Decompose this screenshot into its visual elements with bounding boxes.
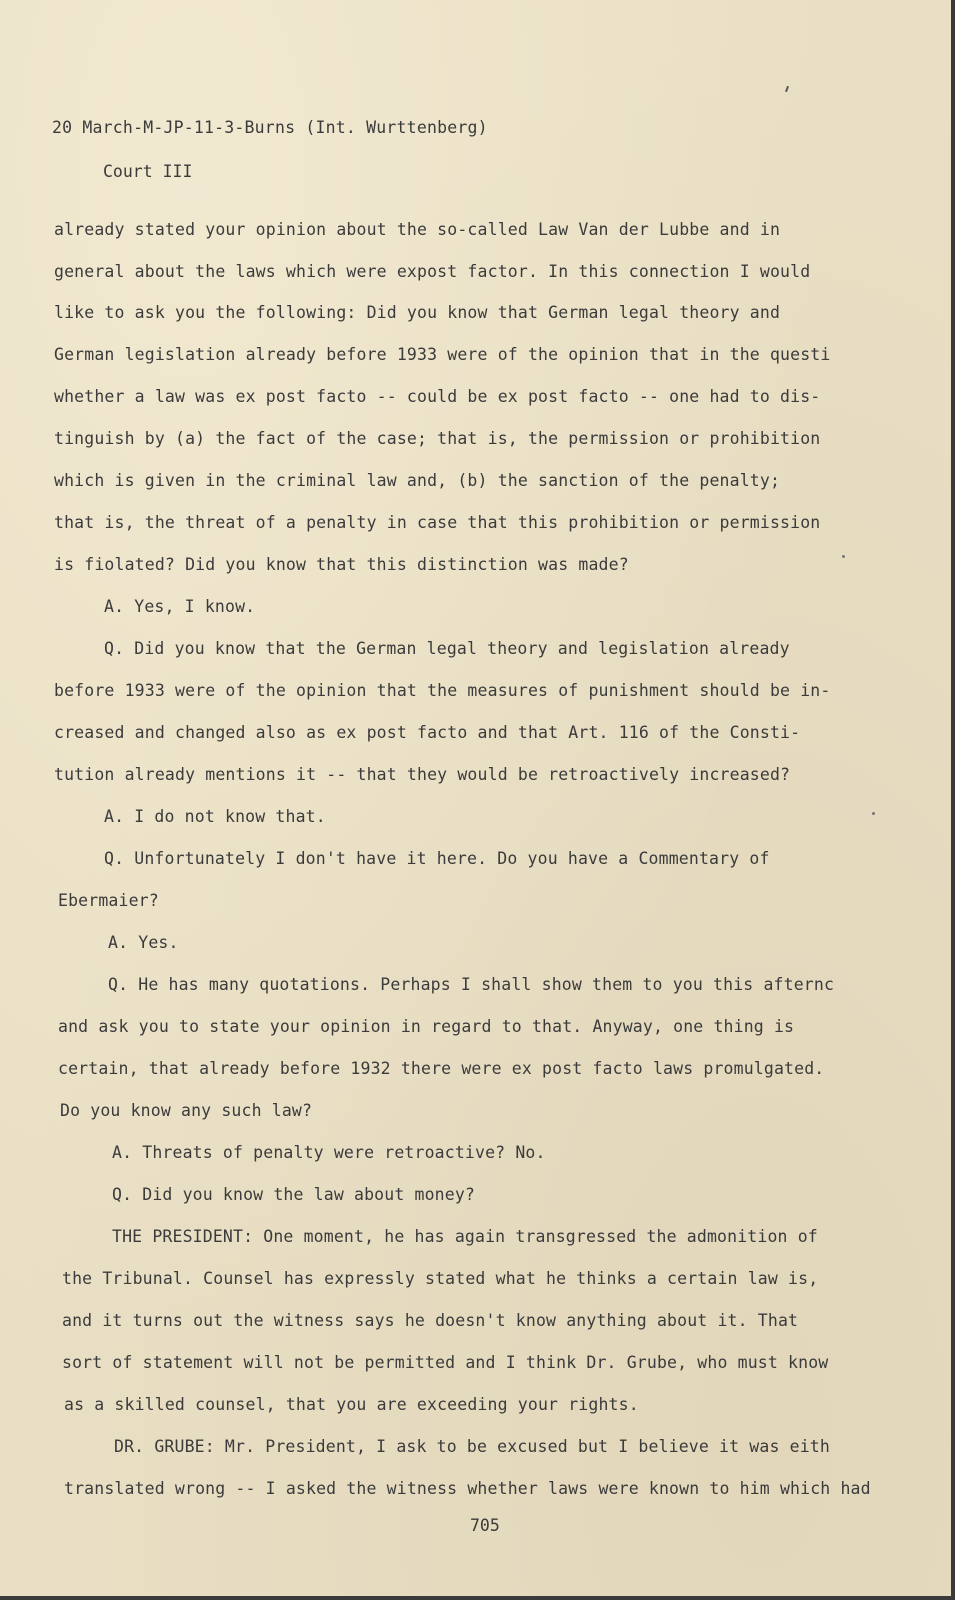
transcript-line: Q. Unfortunately I don't have it here. Do you have a Commentary of — [104, 849, 770, 868]
transcript-line: certain, that already before 1932 there were ex post facto laws promulgated. — [58, 1059, 825, 1078]
transcript-line: DR. GRUBE: Mr. President, I ask to be excused but I believe it was eith — [114, 1437, 830, 1456]
transcript-line: before 1933 were of the opinion that the measures of punishment should be in- — [54, 681, 831, 700]
transcript-line: which is given in the criminal law and, (b) the sanction of the penalty; — [54, 471, 781, 490]
paper-speck — [842, 555, 845, 558]
stray-mark — [785, 86, 789, 92]
scan-edge-right — [951, 0, 955, 1600]
transcript-line: A. Yes, I know. — [104, 597, 256, 616]
transcript-line: German legislation already before 1933 were of the opinion that in the questi — [54, 345, 831, 364]
transcript-line: Q. Did you know the law about money? — [112, 1185, 476, 1204]
transcript-line: A. Yes. — [108, 933, 179, 952]
transcript-line: sort of statement will not be permitted and I think Dr. Grube, who must know — [62, 1353, 829, 1372]
transcript-line: A. I do not know that. — [104, 807, 326, 826]
paper-speck — [872, 812, 875, 815]
transcript-line: tution already mentions it -- that they would be retroactively increased? — [54, 765, 791, 784]
transcript-line: THE PRESIDENT: One moment, he has again transgressed the admonition of — [112, 1227, 818, 1246]
court-label: Court III — [103, 162, 193, 181]
transcript-line: Q. He has many quotations. Perhaps I shall show them to you this afternc — [108, 975, 835, 994]
transcript-line: creased and changed also as ex post facto and that Art. 116 of the Consti- — [54, 723, 801, 742]
transcript-line: is fiolated? Did you know that this distinction was made? — [54, 555, 629, 574]
transcript-line: and ask you to state your opinion in regard to that. Anyway, one thing is — [58, 1017, 795, 1036]
transcript-line: the Tribunal. Counsel has expressly stated what he thinks a certain law is, — [62, 1269, 819, 1288]
document-reference: 20 March-M-JP-11-3-Burns (Int. Wurttenberg) — [52, 118, 488, 137]
transcript-line: like to ask you the following: Did you know that German legal theory and — [54, 303, 781, 322]
transcript-line: translated wrong -- I asked the witness whether laws were known to him which had — [64, 1479, 871, 1498]
transcript-line: tinguish by (a) the fact of the case; that is, the permission or prohibition — [54, 429, 821, 448]
transcript-line: whether a law was ex post facto -- could be ex post facto -- one had to dis- — [54, 387, 821, 406]
transcript-line: as a skilled counsel, that you are exceeding your rights. — [64, 1395, 639, 1414]
transcript-line: that is, the threat of a penalty in case that this prohibition or permission — [54, 513, 821, 532]
transcript-line: and it turns out the witness says he doesn't know anything about it. That — [62, 1311, 799, 1330]
transcript-line: already stated your opinion about the so-called Law Van der Lubbe and in — [54, 220, 781, 239]
transcript-line: general about the laws which were expost factor. In this connection I would — [54, 262, 811, 281]
transcript-line: A. Threats of penalty were retroactive? No. — [112, 1143, 546, 1162]
transcript-line: Ebermaier? — [58, 891, 159, 910]
transcript-line: Do you know any such law? — [60, 1101, 313, 1120]
transcript-line: Q. Did you know that the German legal theory and legislation already — [104, 639, 790, 658]
page-number: 705 — [470, 1516, 500, 1535]
scan-edge-bottom — [0, 1596, 955, 1600]
